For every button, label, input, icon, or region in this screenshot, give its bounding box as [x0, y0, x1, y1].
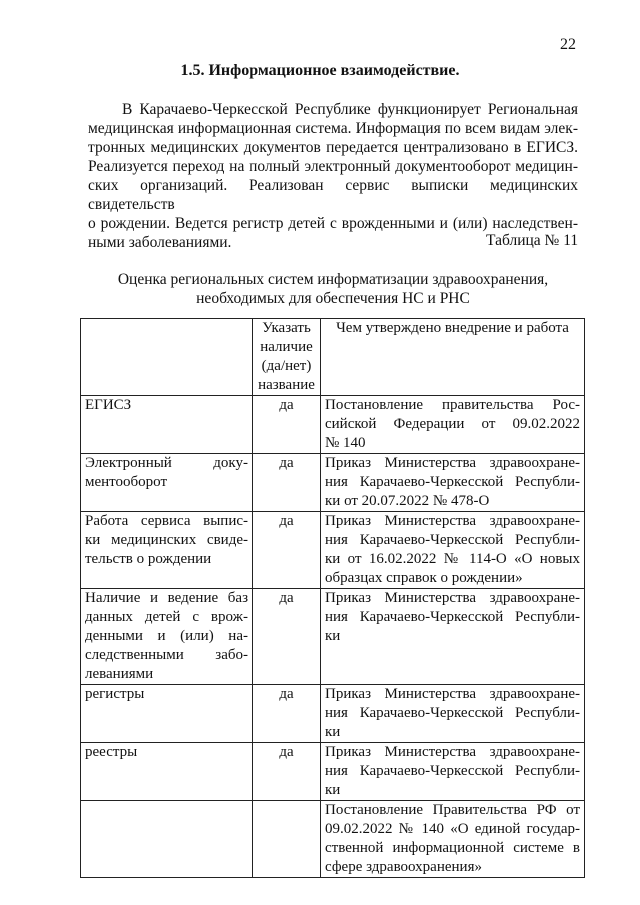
paragraph-line: медицинская информационная система. Информация по всем видам элек- [88, 120, 578, 137]
table-row [81, 685, 585, 743]
table-caption [88, 270, 578, 308]
cell-line: реестры [85, 744, 138, 760]
basis-cell [321, 743, 585, 801]
paragraph-line: В Карачаево-Черкесской Республике функционирует Региональная [122, 101, 578, 118]
cell-line: Работа сервиса выпис- [85, 513, 248, 529]
cell-line: Постановление Правительства РФ от [325, 802, 580, 818]
cell-line: следственными забо- [85, 647, 248, 663]
paragraph-line: ными заболеваниями. [88, 234, 232, 251]
table-row [81, 589, 585, 685]
basis-cell [321, 801, 585, 878]
cell-line: ния Карачаево-Черкесской Республи- [325, 763, 580, 779]
system-name-cell [81, 743, 253, 801]
table-row [81, 396, 585, 454]
cell-line: леваниями [85, 666, 154, 682]
header-line: название [258, 377, 315, 393]
system-name-cell [81, 801, 253, 878]
basis-cell [321, 512, 585, 589]
cell-line: ния Карачаево-Черкесской Республи- [325, 705, 580, 721]
system-name-cell [81, 685, 253, 743]
caption-line: необходимых для обеспечения НС и РНС [196, 290, 470, 307]
status-cell: да [253, 512, 321, 589]
informatization-table [80, 318, 585, 878]
table-row [81, 743, 585, 801]
body-paragraph [88, 100, 578, 252]
paragraph-line: Реализуется переход на полный электронный документооборот медицин- [88, 158, 578, 175]
paragraph-line: тронных медицинских документов передается централизовано в ЕГИСЗ. [88, 139, 578, 156]
cell-line: № 140 [325, 435, 366, 451]
cell-line: ственной информационной системе в [325, 840, 580, 856]
table-number: Таблица № 11 [486, 232, 579, 249]
system-name-cell [81, 589, 253, 685]
cell-line: ния Карачаево-Черкесской Республи- [325, 532, 580, 548]
cell-line: Приказ Министерства здравоохране- [325, 590, 580, 606]
header-line: Указать [262, 320, 311, 336]
page-number: 22 [560, 36, 576, 53]
header-line: (да/нет) [261, 358, 312, 374]
cell-line: сфере здравоохранения» [325, 859, 482, 875]
table-row [81, 801, 585, 878]
cell-line: денными и (или) на- [85, 628, 248, 644]
status-cell: да [253, 454, 321, 512]
table-row [81, 454, 585, 512]
status-cell: да [253, 685, 321, 743]
cell-line: ки [325, 782, 341, 798]
system-name-cell [81, 454, 253, 512]
basis-cell [321, 589, 585, 685]
cell-line: сийской Федерации от 09.02.2022 [325, 416, 580, 432]
cell-line: ки от 20.07.2022 № 478-О [325, 493, 490, 509]
cell-line: регистры [85, 686, 145, 702]
cell-line: Наличие и ведение баз [85, 590, 248, 606]
cell-line: образцах справок о рождении» [325, 570, 523, 586]
cell-line: Постановление правительства Рос- [325, 397, 580, 413]
cell-line: 09.02.2022 № 140 «О единой государ- [325, 821, 580, 837]
section-heading: 1.5. Информационное взаимодействие. [180, 62, 460, 79]
cell-line: ментооборот [85, 474, 168, 490]
cell-line: Приказ Министерства здравоохране- [325, 513, 580, 529]
cell-line: ЕГИСЗ [85, 397, 132, 413]
cell-line: тельств о рождении [85, 551, 212, 567]
paragraph-line: о рождении. Ведется регистр детей с врожденными и (или) наследствен- [88, 215, 578, 232]
cell-line: ки [325, 724, 341, 740]
header-line: наличие [260, 339, 313, 355]
cell-line: ки от 16.02.2022 № 114-О «О новых [325, 551, 580, 567]
header-cell-system [81, 319, 253, 396]
table-row [81, 512, 585, 589]
cell-line: ки медицинских свиде- [85, 532, 248, 548]
cell-line: данных детей с врож- [85, 609, 248, 625]
status-cell [253, 801, 321, 878]
status-cell: да [253, 743, 321, 801]
header-cell-basis [321, 319, 585, 396]
cell-line: Приказ Министерства здравоохране- [325, 744, 580, 760]
status-cell: да [253, 396, 321, 454]
system-name-cell [81, 512, 253, 589]
cell-line: ки [325, 628, 341, 644]
cell-line: Приказ Министерства здравоохране- [325, 455, 580, 471]
basis-cell [321, 685, 585, 743]
status-cell: да [253, 589, 321, 685]
header-cell-availability [253, 319, 321, 396]
cell-line: Приказ Министерства здравоохране- [325, 686, 580, 702]
basis-cell [321, 396, 585, 454]
cell-line: Электронный доку- [85, 455, 248, 471]
paragraph-line: ских организаций. Реализован сервис выписки медицинских свидетельств [88, 177, 578, 213]
system-name-cell [81, 396, 253, 454]
cell-line: ния Карачаево-Черкесской Республи- [325, 609, 580, 625]
header-line: Чем утверждено внедрение и работа [336, 320, 569, 336]
basis-cell [321, 454, 585, 512]
table-header-row [81, 319, 585, 396]
caption-line: Оценка региональных систем информатизации здравоохранения, [117, 271, 549, 288]
cell-line: ния Карачаево-Черкесской Республи- [325, 474, 580, 490]
